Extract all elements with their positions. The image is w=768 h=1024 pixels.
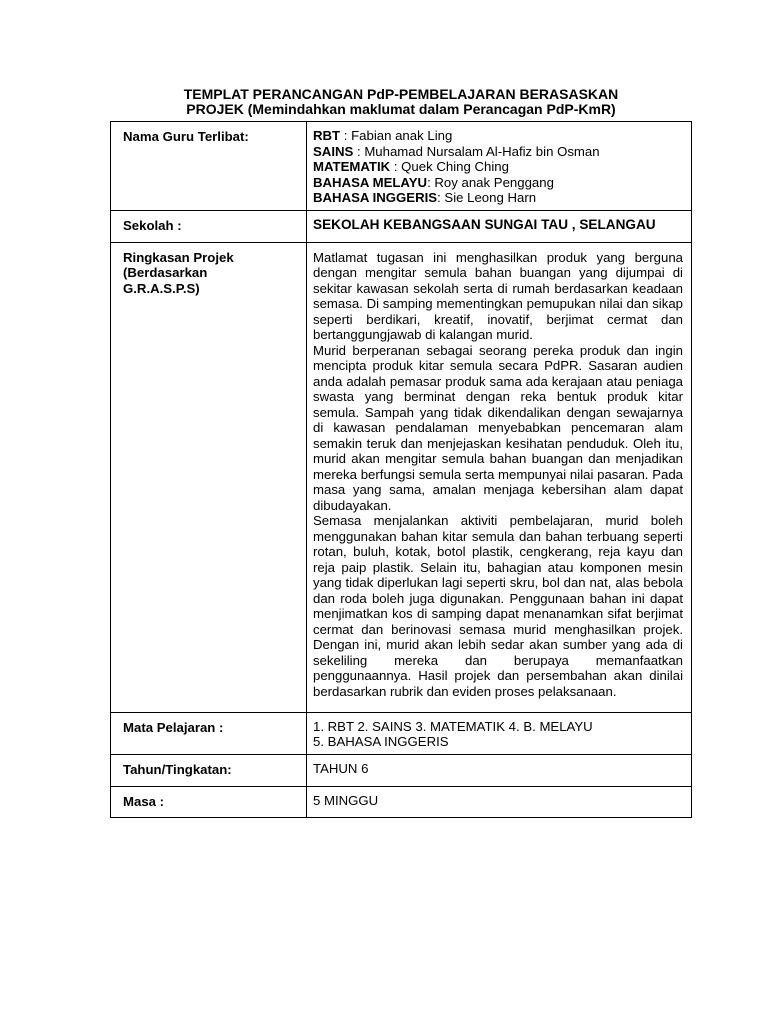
school-label: Sekolah :	[111, 210, 307, 242]
teacher-name: Sie Leong Harn	[444, 190, 537, 205]
teacher-name: Fabian anak Ling	[351, 128, 453, 143]
summary-paragraph-2: Murid berperanan sebagai seorang pereka produk dan ingin mencipta produk kitar semula secara PdPR. Sasaran audien anda adalah pemasar produk sama ada kerajaan atau peniaga swasta yang berminat dengan reka bentuk produk kitar semula. Sampah yang tidak dikendalikan dengan sewajarnya di kawasan pendalaman menyebabkan pencemaran alam semakin teruk dan menjejaskan kesihatan penduduk. Oleh itu, murid akan mengitar semula bahan buangan dan menjadikan mereka berfungsi semula serta mempunyai nilai pasaran. Pada masa yang sama, amalan menjaga kebersihan alam dapat dibudayakan.	[313, 342, 683, 513]
summary-paragraph-3: Semasa menjalankan aktiviti pembelajaran, murid boleh menggunakan bahan kitar semula dan bahan terbuang seperti rotan, buluh, kotak, botol plastik, cengkerang, reja kayu dan reja paip plastik. Selain itu, bahagian atau komponen mesin yang tidak diperlukan lagi seperti skru, bol dan nat, alas bebola dan roda boleh juga digunakan. Penggunaan bahan ini dapat menjimatkan kos di samping dapat menanamkan sifat berjimat cermat dan berinovasi semasa murid menghasilkan projek. Dengan ini, murid akan lebih sedar akan sumber yang ada di sekeliling mereka dan berupaya memanfaatkan penggunaannya. Hasil projek dan persembahan akan dinilai berdasarkan rubrik dan eviden proses pelaksanaan.	[313, 513, 683, 699]
duration-row	[111, 786, 692, 817]
subjects-label: Mata Pelajaran :	[111, 712, 307, 754]
summary-value	[307, 242, 692, 712]
teacher-name: Quek Ching Ching	[401, 159, 509, 174]
teachers-label: Nama Guru Terlibat:	[111, 122, 307, 211]
summary-label	[111, 242, 307, 712]
year-value: TAHUN 6	[307, 754, 692, 786]
teacher-separator: :	[390, 159, 402, 174]
teacher-separator: :	[427, 174, 435, 190]
teacher-subject: BAHASA INGGERIS	[313, 190, 438, 205]
subjects-value	[307, 712, 692, 754]
school-row	[111, 210, 692, 242]
teachers-row	[111, 122, 692, 211]
duration-value: 5 MINGGU	[307, 786, 692, 817]
teacher-separator: :	[437, 190, 445, 205]
teacher-line-rbt	[313, 128, 683, 144]
summary-label-line-3: G.R.A.S.P.S)	[123, 280, 200, 296]
teacher-subject: SAINS	[313, 143, 354, 159]
duration-label: Masa :	[111, 786, 307, 817]
year-row	[111, 754, 692, 786]
year-label: Tahun/Tingkatan:	[111, 754, 307, 786]
summary-label-line-1: Ringkasan Projek	[123, 249, 234, 265]
teacher-line-bahasa-inggeris	[313, 190, 683, 206]
document-title	[110, 87, 692, 117]
teacher-subject: RBT	[313, 128, 341, 143]
title-line-2: PROJEK (Memindahkan maklumat dalam Perancagan PdP-KmR)	[186, 101, 616, 117]
school-value-cell	[307, 210, 692, 242]
teacher-name: Roy anak Penggang	[434, 174, 554, 190]
teacher-line-matematik	[313, 159, 683, 175]
summary-row	[111, 242, 692, 712]
subjects-row	[111, 712, 692, 754]
teachers-value	[307, 122, 692, 211]
subjects-line-2: 5. BAHASA INGGERIS	[313, 734, 449, 749]
subjects-line-1: 1. RBT 2. SAINS 3. MATEMATIK 4. B. MELAYU	[313, 718, 593, 734]
project-planning-table	[110, 121, 692, 818]
title-line-1: TEMPLAT PERANCANGAN PdP-PEMBELAJARAN BERASASKAN	[183, 86, 619, 102]
summary-paragraph-1: Matlamat tugasan ini menghasilkan produk yang berguna dengan mengitar semula bahan buangan yang dijumpai di sekitar kawasan sekolah serta di rumah berdasarkan keadaan semasa. Di samping mementingkan pemupukan nilai dan sikap seperti berdikari, kreatif, inovatif, berjimat cermat dan bertanggungjawab di kalangan murid.	[313, 249, 683, 342]
teacher-line-sains	[313, 144, 683, 160]
teacher-subject: MATEMATIK	[313, 159, 391, 174]
teacher-line-bahasa-melayu	[313, 175, 683, 191]
summary-label-line-2: (Berdasarkan	[123, 265, 208, 280]
teacher-name: Muhamad Nursalam Al-Hafiz bin Osman	[364, 143, 600, 159]
teacher-separator: :	[353, 143, 365, 159]
teacher-subject: BAHASA MELAYU	[313, 174, 428, 190]
school-name: SEKOLAH KEBANGSAAN SUNGAI TAU , SELANGAU	[313, 216, 656, 232]
teacher-separator: :	[340, 128, 352, 143]
